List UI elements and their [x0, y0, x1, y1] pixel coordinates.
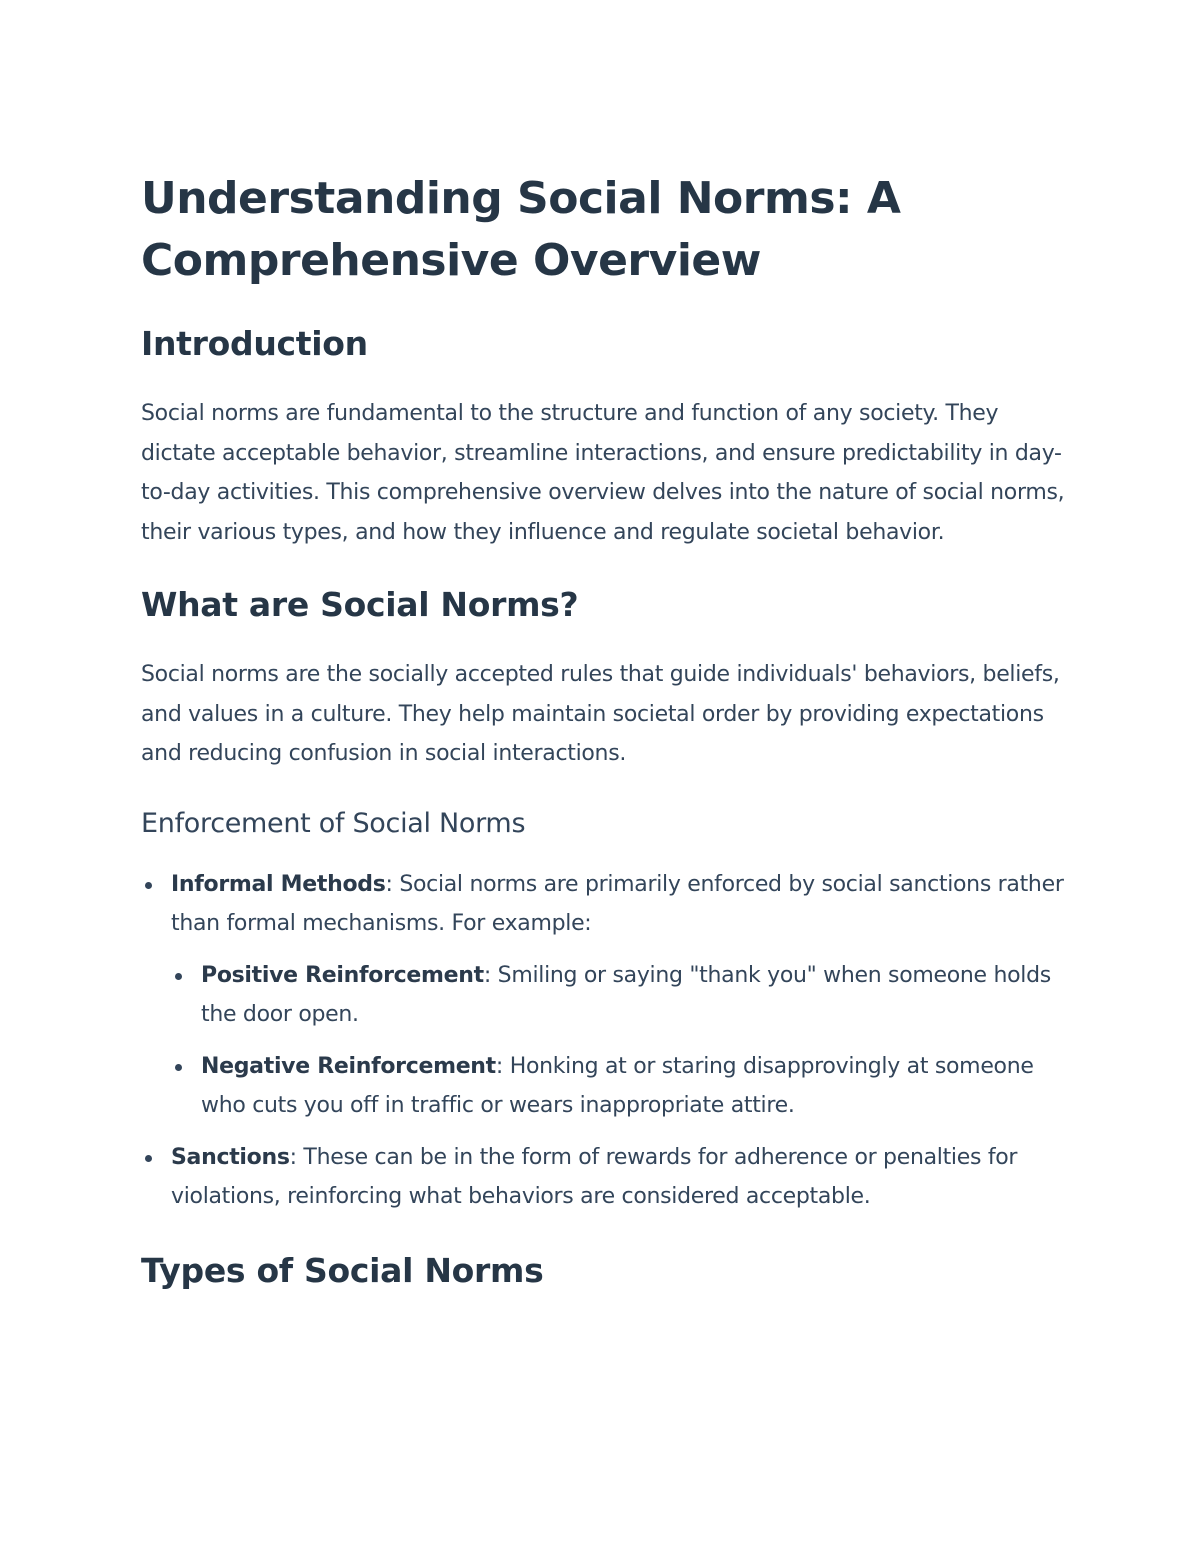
list-item-term: Positive Reinforcement	[201, 962, 484, 988]
intro-paragraph: Social norms are fundamental to the structure and function of any society. They dictate acceptable behavior, streamline interactions, and ensure predictability in day-to-day activities. This comprehensive overview delves into the nature of social norms, their various types, and how they influence and regulate societal behavior.	[141, 401, 1065, 545]
list-item-positive-reinforcement	[171, 956, 1071, 1035]
informal-methods-sublist	[171, 956, 1071, 1126]
list-item-informal-methods	[141, 865, 1071, 1126]
document-page	[141, 168, 1071, 1321]
enforcement-heading: Enforcement of Social Norms	[141, 807, 526, 839]
list-item-sanctions	[141, 1138, 1071, 1217]
list-item-term: Sanctions	[171, 1144, 290, 1170]
list-item-text: : These can be in the form of rewards for adherence or penalties for violations, reinforcing what behaviors are considered acceptable.	[171, 1144, 1018, 1209]
types-heading: Types of Social Norms	[141, 1250, 544, 1290]
list-item-text: : Honking at or staring disapprovingly at someone who cuts you off in traffic or wears inappropriate attire.	[201, 1053, 1034, 1118]
list-item-term: Negative Reinforcement	[201, 1053, 496, 1079]
list-item-term: Informal Methods	[171, 871, 386, 897]
document-title: Understanding Social Norms: A Comprehensive Overview	[141, 173, 901, 286]
list-item-negative-reinforcement	[171, 1047, 1071, 1126]
what-heading: What are Social Norms?	[141, 585, 579, 624]
intro-heading: Introduction	[141, 324, 368, 363]
enforcement-list	[141, 865, 1071, 1217]
what-paragraph: Social norms are the socially accepted rules that guide individuals' behaviors, beliefs, and values in a culture. They help maintain societal order by providing expectations and reducing confusion in social interactions.	[141, 662, 1060, 766]
list-item-text: : Social norms are primarily enforced by social sanctions rather than formal mechanisms. For example:	[171, 871, 1064, 936]
list-item-text: : Smiling or saying "thank you" when someone holds the door open.	[201, 962, 1051, 1027]
